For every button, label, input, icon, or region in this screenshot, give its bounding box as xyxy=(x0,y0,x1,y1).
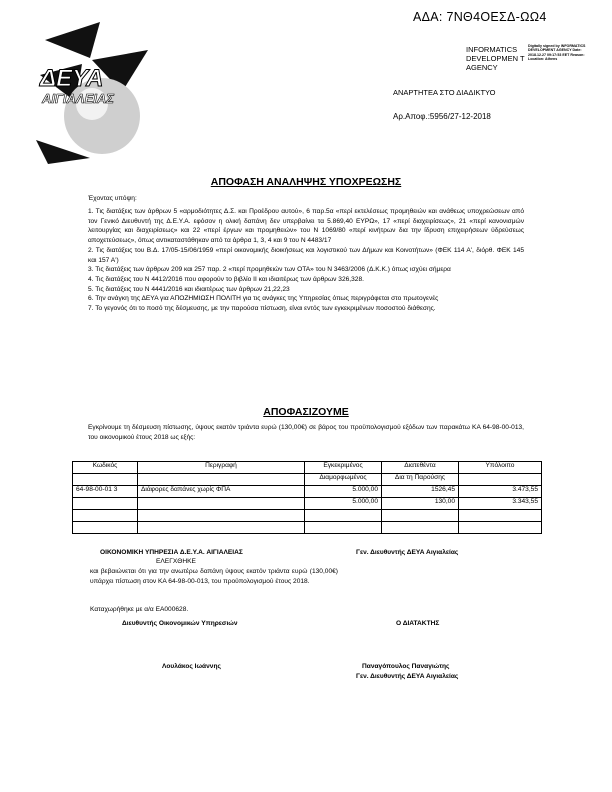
cell-description xyxy=(138,498,305,510)
subheader-approved: Διαμορφωμένος xyxy=(305,474,382,486)
cell-code: 64-98-00-01 3 xyxy=(73,486,138,498)
col-allocated: Διατεθέντα xyxy=(382,462,459,474)
document-title: ΑΠΟΦΑΣΗ ΑΝΑΛΗΨΗΣ ΥΠΟΧΡΕΩΣΗΣ xyxy=(210,176,402,188)
general-director-title: Γεν. Διευθυντής ΔΕΥΑ Αιγιαλείας xyxy=(356,549,459,556)
svg-text:ΑΙΓΙΑΛΕΙΑΣ: ΑΙΓΙΑΛΕΙΑΣ xyxy=(42,91,114,106)
cell-allocated: 1526,45 xyxy=(382,486,459,498)
finance-director-name: Λουλάκος Ιωάννης xyxy=(162,663,221,670)
authorizer-role: Ο ΔΙΑΤΑΚΤΗΣ xyxy=(396,620,440,627)
cell-remaining: 3.343,55 xyxy=(459,498,542,510)
consideration-item: 3. Τις διατάξεις των άρθρων 209 και 257 παρ. 2 «περί προμηθειών των ΟΤΑ» του Ν 3463/2006 (Δ.Κ.Κ.) όπως ισχύει σήμερα xyxy=(88,266,451,274)
digital-signature-details: Digitally signed by INFORMATICS DEVELOPMENT AGENCY Date: 2018.12.27 09:17:53 EET Reason: Location: Athens xyxy=(528,44,586,62)
finance-director-role: Διευθυντής Οικονομικών Υπηρεσιών xyxy=(122,620,238,627)
authorizer-name: Παναγόπουλος Παναγιώτης xyxy=(362,663,450,670)
registration-text: Καταχωρήθηκε με α/α ΕΑ000628. xyxy=(90,606,189,613)
cell-allocated: 130,00 xyxy=(382,498,459,510)
consideration-item: 1. Τις διατάξεις των άρθρων 5 «αρμοδιότητες Δ.Σ. και Προέδρου αυτού», 6 παρ.5α «περί εκτελέσεως προμηθειών και ανάθεως υποχρεώσεων από τον Γενικό Διευθυντή της Δ.Ε.Υ.Α. εφόσον η ολική δαπάνη δεν υπερβαίνει τα 5.869,40 ΕΥΡΩ», 17 «περί διαχειρίσεως», 21 «περί κανονισμών λειτουργίας και διαχειρίσεως» και 22 «περί έργων και προμηθειών» του Ν 1069/80 «περί κινήτρων δια την ίδρυση επιχειρήσεων ύδρεύσεως αποχετεύσεως», όπως αντικαταστάθηκαν από τα άρθρα 1, 3, 4 και 9 του Ν 4483/17 xyxy=(88,208,524,245)
svg-text:ΔΕΥΑ: ΔΕΥΑ xyxy=(40,65,104,92)
col-code: Κωδικός xyxy=(73,462,138,474)
col-approved: Εγκεκριμένος xyxy=(305,462,382,474)
table-subheader-row xyxy=(73,474,542,486)
verification-text: και βεβαιώνεται ότι για την ανωτέρω δαπάνη ύψους εκατόν τριάντα ευρώ (130,00€) υπάρχει πίστωση στον ΚΑ 64-98-00-013, του προϋπολογισμού έτους 2018. xyxy=(90,568,338,585)
consideration-item: 7. Το γεγονός ότι το ποσό της δέσμευσης, με την παρούσα πίστωση, είναι εντός των εγκεκριμένων ποσοστού διάθεσης. xyxy=(88,305,436,313)
approval-text: Εγκρίνουμε τη δέσμευση πίστωσης, ύψους εκατόν τριάντα ευρώ (130,00€) σε βάρος του προϋπολογισμού εξόδων των παρακάτω ΚΑ 64-98-00-013, του οικονομικού έτους 2018 ως εξής: xyxy=(88,424,524,441)
consideration-item: 6. Την ανάγκη της ΔΕΥΑ για ΑΠΟΖΗΜΙΩΣΗ ΠΟΛΙΤΗ για τις ανάγκες της Υπηρεσίας όπως περιγράφεται στο πρωτογενές xyxy=(88,295,439,303)
finance-service-title: ΟΙΚΟΝΟΜΙΚΗ ΥΠΗΡΕΣΙΑ Δ.Ε.Υ.Α. ΑΙΓΙΑΛΕΙΑΣ xyxy=(100,549,243,556)
cell-code xyxy=(73,498,138,510)
subheader-allocated: Δια τη Παρούσης xyxy=(382,474,459,486)
cell-approved: 5.000,00 xyxy=(305,498,382,510)
protocol-number: Αρ.Αποφ.:5956/27-12-2018 xyxy=(393,112,491,121)
consideration-item: 2. Τις διατάξεις του Β.Δ. 17/05-15/06/1959 «περί οικονομικής διοικήσεως και λογιστικού των Δήμων και Κοινοτήτων» (ΦΕΚ 114 Α', διόρθ. ΦΕΚ 145 και 157 Α') xyxy=(88,246,524,264)
col-description: Περιγραφή xyxy=(138,462,305,474)
consideration-item: 4. Τις διατάξεις του Ν 4412/2016 που αφορούν το βιβλίο ΙΙ και ιδιαιτέρως των άρθρων 326,328. xyxy=(88,275,364,283)
cell-description: Διάφορες δαπάνες χωρίς ΦΠΑ xyxy=(138,486,305,498)
table-header-row xyxy=(73,462,542,474)
budget-table xyxy=(72,461,542,534)
posted-notice: ΑΝΑΡΤΗΤΕΑ ΣΤΟ ΔΙΑΔΙΚΤΥΟ xyxy=(393,88,496,97)
consideration-item: 5. Τις διατάξεις του Ν 4441/2016 και ιδιαιτέρως των άρθρων 21,22,23 xyxy=(88,285,290,293)
deya-logo xyxy=(30,20,165,165)
cell-remaining: 3.473,55 xyxy=(459,486,542,498)
intro-text: Έχοντας υπόψη: xyxy=(88,195,137,202)
ada-code: ΑΔΑ: 7ΝΘ4ΟΕΣΔ-ΩΩ4 xyxy=(413,10,547,24)
checked-label: ΕΛΕΓΧΘΗΚΕ xyxy=(156,558,196,565)
col-remaining: Υπόλοιπο xyxy=(459,462,542,474)
considerations-list xyxy=(88,207,524,314)
table-row xyxy=(73,486,542,498)
cell-approved: 5.000,00 xyxy=(305,486,382,498)
table-row xyxy=(73,498,542,510)
table-row xyxy=(73,510,542,522)
table-row xyxy=(73,522,542,534)
authorizer-position: Γεν. Διευθυντής ΔΕΥΑ Αιγιαλείας xyxy=(356,673,459,680)
signer-name: INFORMATICS DEVELOPMEN T AGENCY xyxy=(466,45,525,72)
decision-title: ΑΠΟΦΑΣΙΖΟΥΜΕ xyxy=(263,406,349,418)
